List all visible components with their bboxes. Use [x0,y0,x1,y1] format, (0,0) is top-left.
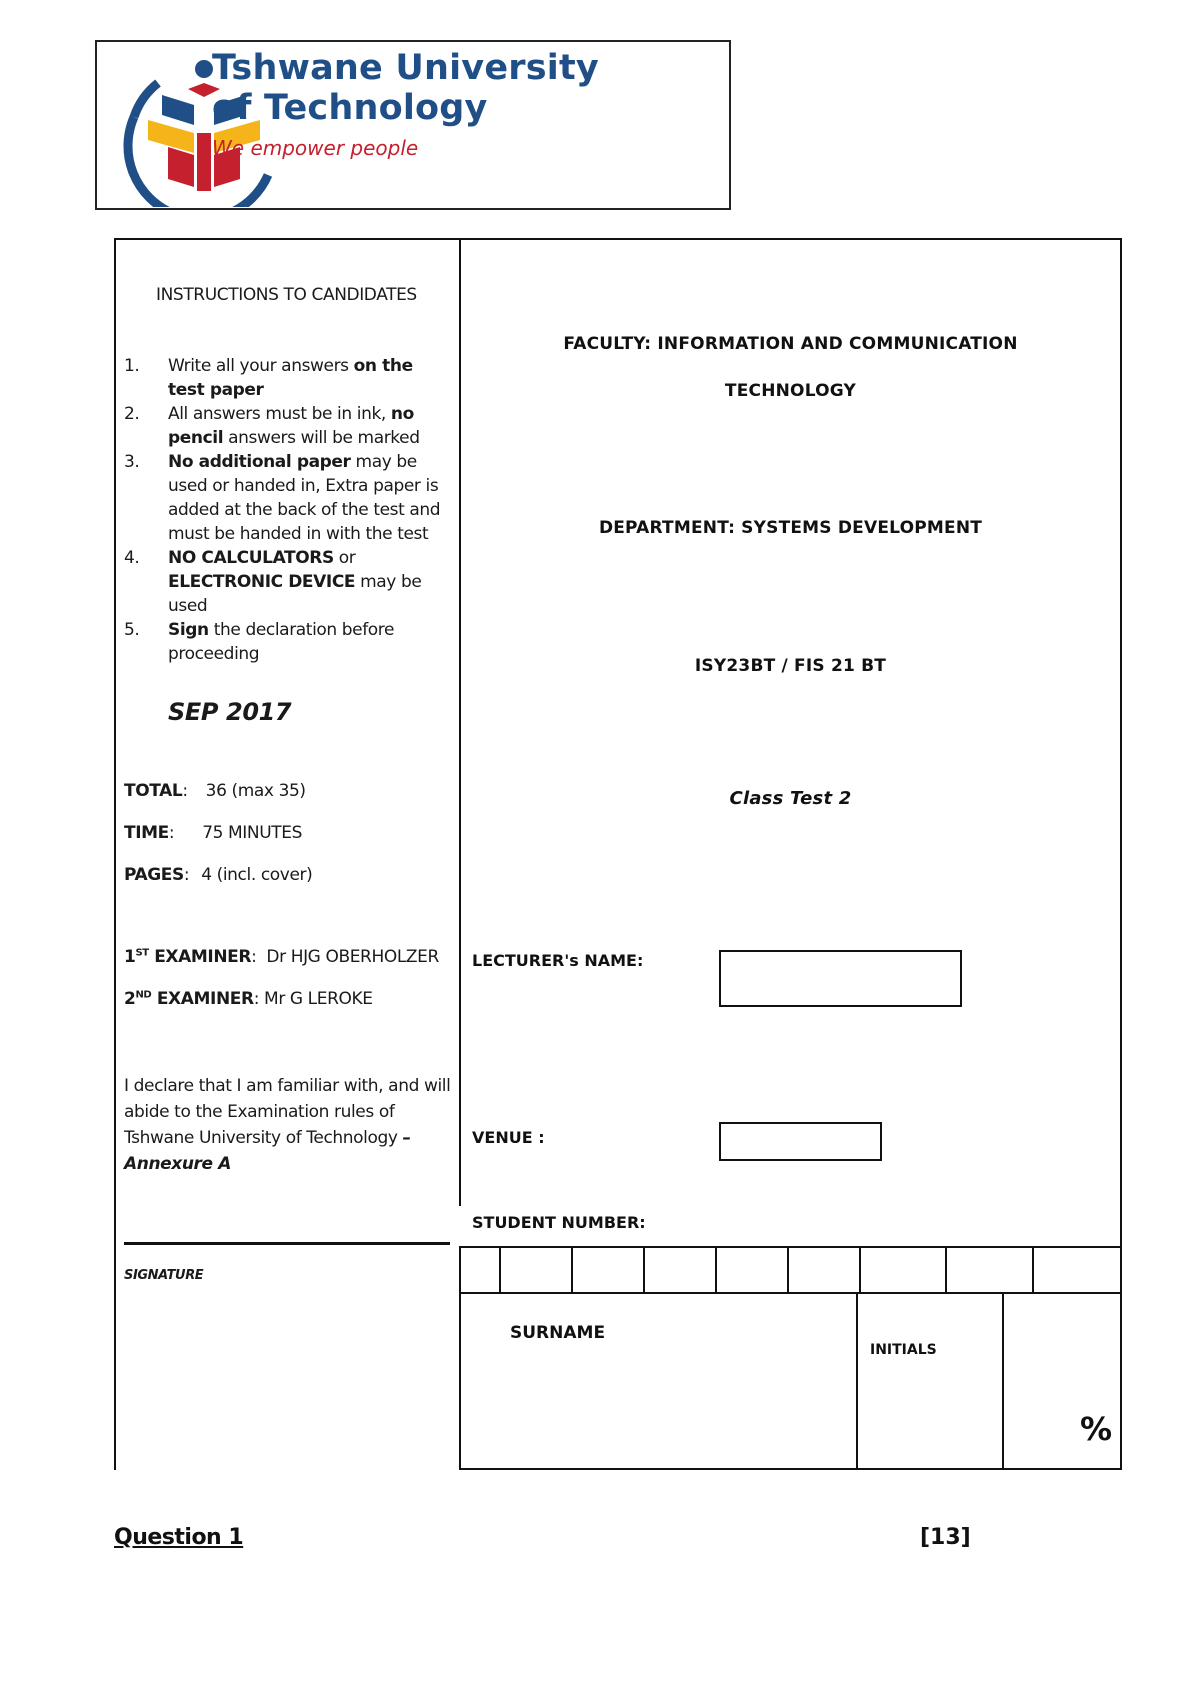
course-codes: ISY23BT / FIS 21 BT [694,656,887,676]
instruction-bold-text: No additional paper [168,452,351,472]
examiner1-label: EXAMINER [154,947,252,967]
signature-line [124,1242,450,1245]
lower-left-border [459,1246,461,1470]
lecturer-name-label: LECTURER's NAME: [472,951,644,970]
examiner1-name: Dr HJG OBERHOLZER [266,947,439,967]
second-examiner: 2ND EXAMINER: Mr G LEROKE [124,989,373,1009]
signature-label: SIGNATURE [124,1268,204,1283]
instruction-text: the declaration before proceeding [168,620,395,664]
instruction-text: or [333,548,356,568]
instruction-item [124,354,454,402]
university-name-line2: of Technology [212,88,488,128]
student-number-grid-top [459,1246,1122,1248]
examiner1-number: 1 [124,947,136,967]
cover-left-border [114,238,116,1470]
test-title: Class Test 2 [729,788,852,809]
total-value: 36 (max 35) [205,781,306,801]
instruction-bold-text: on the test paper [168,356,413,400]
student-number-label: STUDENT NUMBER: [472,1213,646,1232]
first-examiner: 1ST EXAMINER: Dr HJG OBERHOLZER [124,947,439,967]
instruction-bold-text: NO CALCULATORS [168,548,334,568]
pages-label: PAGES [124,865,184,885]
instruction-item [124,450,454,546]
total-row: TOTAL: 36 (max 35) [124,781,306,801]
university-tagline: We empower people [212,136,419,160]
instruction-text: Write all your answers [168,356,354,376]
instruction-bold-text: no pencil [168,404,414,448]
instruction-number: 2. [124,404,140,424]
instruction-number: 4. [124,548,140,568]
instruction-bold-text: ELECTRONIC DEVICE [168,572,356,592]
student-number-cell-divider [859,1246,861,1293]
venue-label: VENUE : [472,1128,545,1147]
declaration-text: I declare that I am familiar with, and will abide to the Examination rules of Tshwane University of Technology [124,1076,451,1148]
examiner2-name: Mr G LEROKE [264,989,373,1009]
initials-percent-divider [1002,1292,1004,1470]
lecturer-name-field[interactable] [719,950,962,1007]
cover-bottom-border [459,1468,1122,1470]
declaration [124,1073,454,1177]
instruction-item [124,402,454,450]
student-number-cell-divider [715,1246,717,1293]
time-value: 75 MINUTES [202,823,302,843]
instruction-text: may be used or handed in, Extra paper is added at the back of the test and must be handed in with the test [168,452,441,544]
student-number-cell-divider [1032,1246,1034,1293]
examiner2-number: 2 [124,989,136,1009]
declaration-annexure: – Annexure A [124,1128,411,1174]
cover-right-border [1120,238,1122,1470]
instructions-heading: INSTRUCTIONS TO CANDIDATES [156,285,417,305]
surname-initials-divider [856,1292,858,1470]
instruction-text: All answers must be in ink, [168,404,391,424]
examiner2-sup: ND [135,989,152,1001]
time-label: TIME [124,823,169,843]
instruction-number: 3. [124,452,140,472]
instruction-number: 1. [124,356,140,376]
instruction-number: 5. [124,620,140,640]
pages-row: PAGES: 4 (incl. cover) [124,865,313,885]
student-number-cell-divider [643,1246,645,1293]
instruction-item [124,546,454,618]
instruction-item [124,618,454,666]
surname-label: SURNAME [510,1323,606,1343]
student-number-grid-bottom [459,1292,1122,1294]
instruction-text: may be used [168,572,422,616]
total-label: TOTAL [124,781,183,801]
instruction-bold-text: Sign [168,620,209,640]
faculty-line1: FACULTY: INFORMATION AND COMMUNICATION [563,334,1018,354]
instructions-list [124,354,454,666]
university-name-line1: Tshwane University [212,48,599,88]
time-row: TIME: 75 MINUTES [124,823,302,843]
student-number-cell-divider [945,1246,947,1293]
question-title: Question 1 [114,1525,244,1550]
student-number-cell-divider [787,1246,789,1293]
initials-label: INITIALS [870,1342,937,1358]
student-number-cell-divider [571,1246,573,1293]
cover-top-border [114,238,1122,240]
faculty-line2: TECHNOLOGY [724,381,857,401]
question-marks: [13] [920,1525,971,1550]
venue-field[interactable] [719,1122,882,1161]
examiner2-label: EXAMINER [156,989,254,1009]
exam-date: SEP 2017 [168,698,292,726]
department: DEPARTMENT: SYSTEMS DEVELOPMENT [598,518,983,538]
pages-value: 4 (incl. cover) [201,865,313,885]
percent-symbol: % [1080,1410,1113,1448]
examiner1-sup: ST [135,947,149,959]
instruction-text: answers will be marked [223,428,420,448]
student-number-cell-divider [499,1246,501,1293]
